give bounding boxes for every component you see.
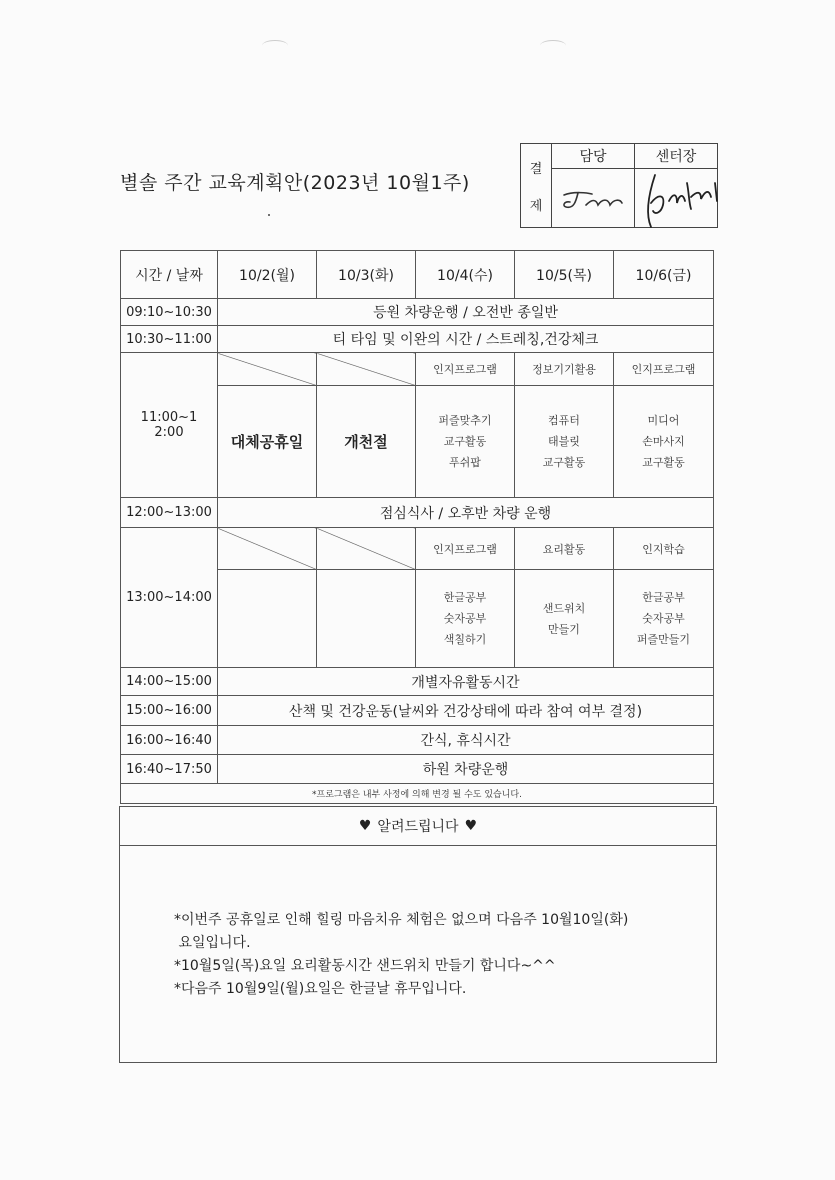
activity-span-cell: 등원 차량운행 / 오전반 종일반 (218, 299, 714, 326)
activity-span-cell: 하원 차량운행 (218, 755, 714, 784)
director-signature (635, 169, 717, 227)
activity-item: 교구활동 (642, 456, 685, 469)
activity-item: 한글공부 (443, 591, 487, 604)
notice-line: *10월5일(목)요일 요리활동시간 샌드위치 만들기 합니다~^^ (174, 958, 556, 974)
diagonal-empty-cell (317, 353, 416, 386)
punch-hole-mark (262, 40, 288, 51)
page-title: 별솔 주간 교육계획안(2023년 10월1주) (120, 172, 470, 194)
day-header: 10/2(월) (218, 251, 317, 299)
activity-span-cell: 산책 및 건강운동(날씨와 건강상태에 따라 참여 여부 결정) (218, 696, 714, 726)
activity-item: 손마사지 (642, 435, 685, 448)
approval-header-manager: 담당 (552, 144, 634, 169)
day-header: 10/5(목) (515, 251, 614, 299)
table-row (121, 668, 714, 696)
time-cell (121, 353, 218, 498)
table-row (121, 326, 714, 353)
time-cell: 15:00~16:00 (121, 696, 218, 726)
diagonal-empty-cell (317, 528, 416, 570)
approval-side-label (521, 144, 552, 227)
approval-side-char: 결 (529, 161, 543, 177)
program-name-cell: 인지학습 (614, 528, 714, 570)
time-cell: 16:40~17:50 (121, 755, 218, 784)
table-row (121, 755, 714, 784)
approval-header-director: 센터장 (635, 144, 717, 169)
heart-icon: ♥ (464, 818, 478, 834)
day-header: 10/3(화) (317, 251, 416, 299)
time-cell: 13:00~14:00 (121, 528, 218, 668)
activity-item: 만들기 (548, 622, 580, 636)
activity-span-cell: 점심식사 / 오후반 차량 운행 (218, 498, 714, 528)
footnote-cell: *프로그램은 내부 사정에 의해 변경 될 수도 있습니다. (121, 784, 714, 804)
approval-side-char: 제 (529, 198, 543, 214)
punch-hole-mark (540, 40, 566, 51)
activity-list-cell (614, 386, 714, 498)
time-cell: 09:10~10:30 (121, 299, 218, 326)
activity-item: 숫자공부 (642, 612, 685, 625)
program-name-cell: 인지프로그램 (614, 353, 714, 386)
activity-item: 교구활동 (443, 435, 487, 448)
notice-line: *이번주 공휴일로 인해 힐링 마음치유 체험은 없으며 다음주 10월10일(화) (174, 912, 629, 928)
activity-span-cell: 간식, 휴식시간 (218, 726, 714, 755)
diagonal-empty-cell (218, 353, 317, 386)
notice-heading-text: 알려드립니다 (377, 819, 459, 835)
table-header-row (121, 251, 714, 299)
activity-item: 샌드위치 (542, 601, 586, 615)
day-header: 10/6(금) (614, 251, 714, 299)
table-row (121, 299, 714, 326)
holiday-cell: 대체공휴일 (218, 386, 317, 498)
time-line: 11:00~1 (140, 410, 198, 425)
heart-icon: ♥ (358, 818, 372, 834)
activity-item: 교구활동 (542, 456, 586, 469)
activity-list-cell (515, 386, 614, 498)
activity-item: 퍼즐맞추기 (438, 414, 492, 427)
activity-span-cell: 티 타임 및 이완의 시간 / 스트레칭,건강체크 (218, 326, 714, 353)
approval-box (520, 143, 718, 228)
activity-span-cell: 개별자유활동시간 (218, 668, 714, 696)
activity-item: 컴퓨터 (548, 414, 580, 427)
activity-item: 색칠하기 (443, 633, 487, 646)
activity-item: 숫자공부 (443, 612, 487, 625)
table-row (121, 528, 714, 570)
footnote-row (121, 784, 714, 804)
table-row (121, 498, 714, 528)
time-cell: 12:00~13:00 (121, 498, 218, 528)
program-name-cell: 인지프로그램 (416, 528, 515, 570)
signature-scribble-icon (631, 153, 741, 243)
notice-box (119, 806, 717, 1063)
activity-list-cell (416, 570, 515, 668)
program-name-cell: 정보기기활용 (515, 353, 614, 386)
activity-item: 한글공부 (642, 591, 685, 604)
activity-item: 푸쉬팝 (449, 456, 481, 469)
diagonal-empty-cell (218, 528, 317, 570)
schedule-table (120, 250, 714, 804)
empty-cell (317, 570, 416, 668)
manager-signature (552, 169, 634, 227)
time-date-header: 시간 / 날짜 (121, 251, 218, 299)
time-cell: 16:00~16:40 (121, 726, 218, 755)
stray-dot (268, 214, 270, 216)
empty-cell (218, 570, 317, 668)
activity-list-cell (515, 570, 614, 668)
notice-heading (120, 807, 716, 846)
notice-lines (174, 909, 628, 1001)
activity-item: 퍼즐만들기 (636, 633, 691, 646)
approval-column-manager (552, 144, 635, 227)
approval-column-director (635, 144, 717, 227)
activity-list-cell (614, 570, 714, 668)
holiday-cell: 개천절 (317, 386, 416, 498)
time-line: 2:00 (154, 425, 184, 440)
signature-scribble-icon (552, 169, 634, 227)
day-header: 10/4(수) (416, 251, 515, 299)
notice-line: *다음주 10월9일(월)요일은 한글날 휴무입니다. (174, 981, 467, 997)
time-cell: 10:30~11:00 (121, 326, 218, 353)
table-row (121, 726, 714, 755)
table-row (121, 353, 714, 386)
table-row (121, 696, 714, 726)
time-cell: 14:00~15:00 (121, 668, 218, 696)
activity-list-cell (416, 386, 515, 498)
program-name-cell: 인지프로그램 (416, 353, 515, 386)
activity-item: 태블릿 (548, 435, 580, 448)
notice-line: 요일입니다. (174, 935, 251, 951)
activity-item: 미디어 (647, 414, 680, 427)
program-name-cell: 요리활동 (515, 528, 614, 570)
